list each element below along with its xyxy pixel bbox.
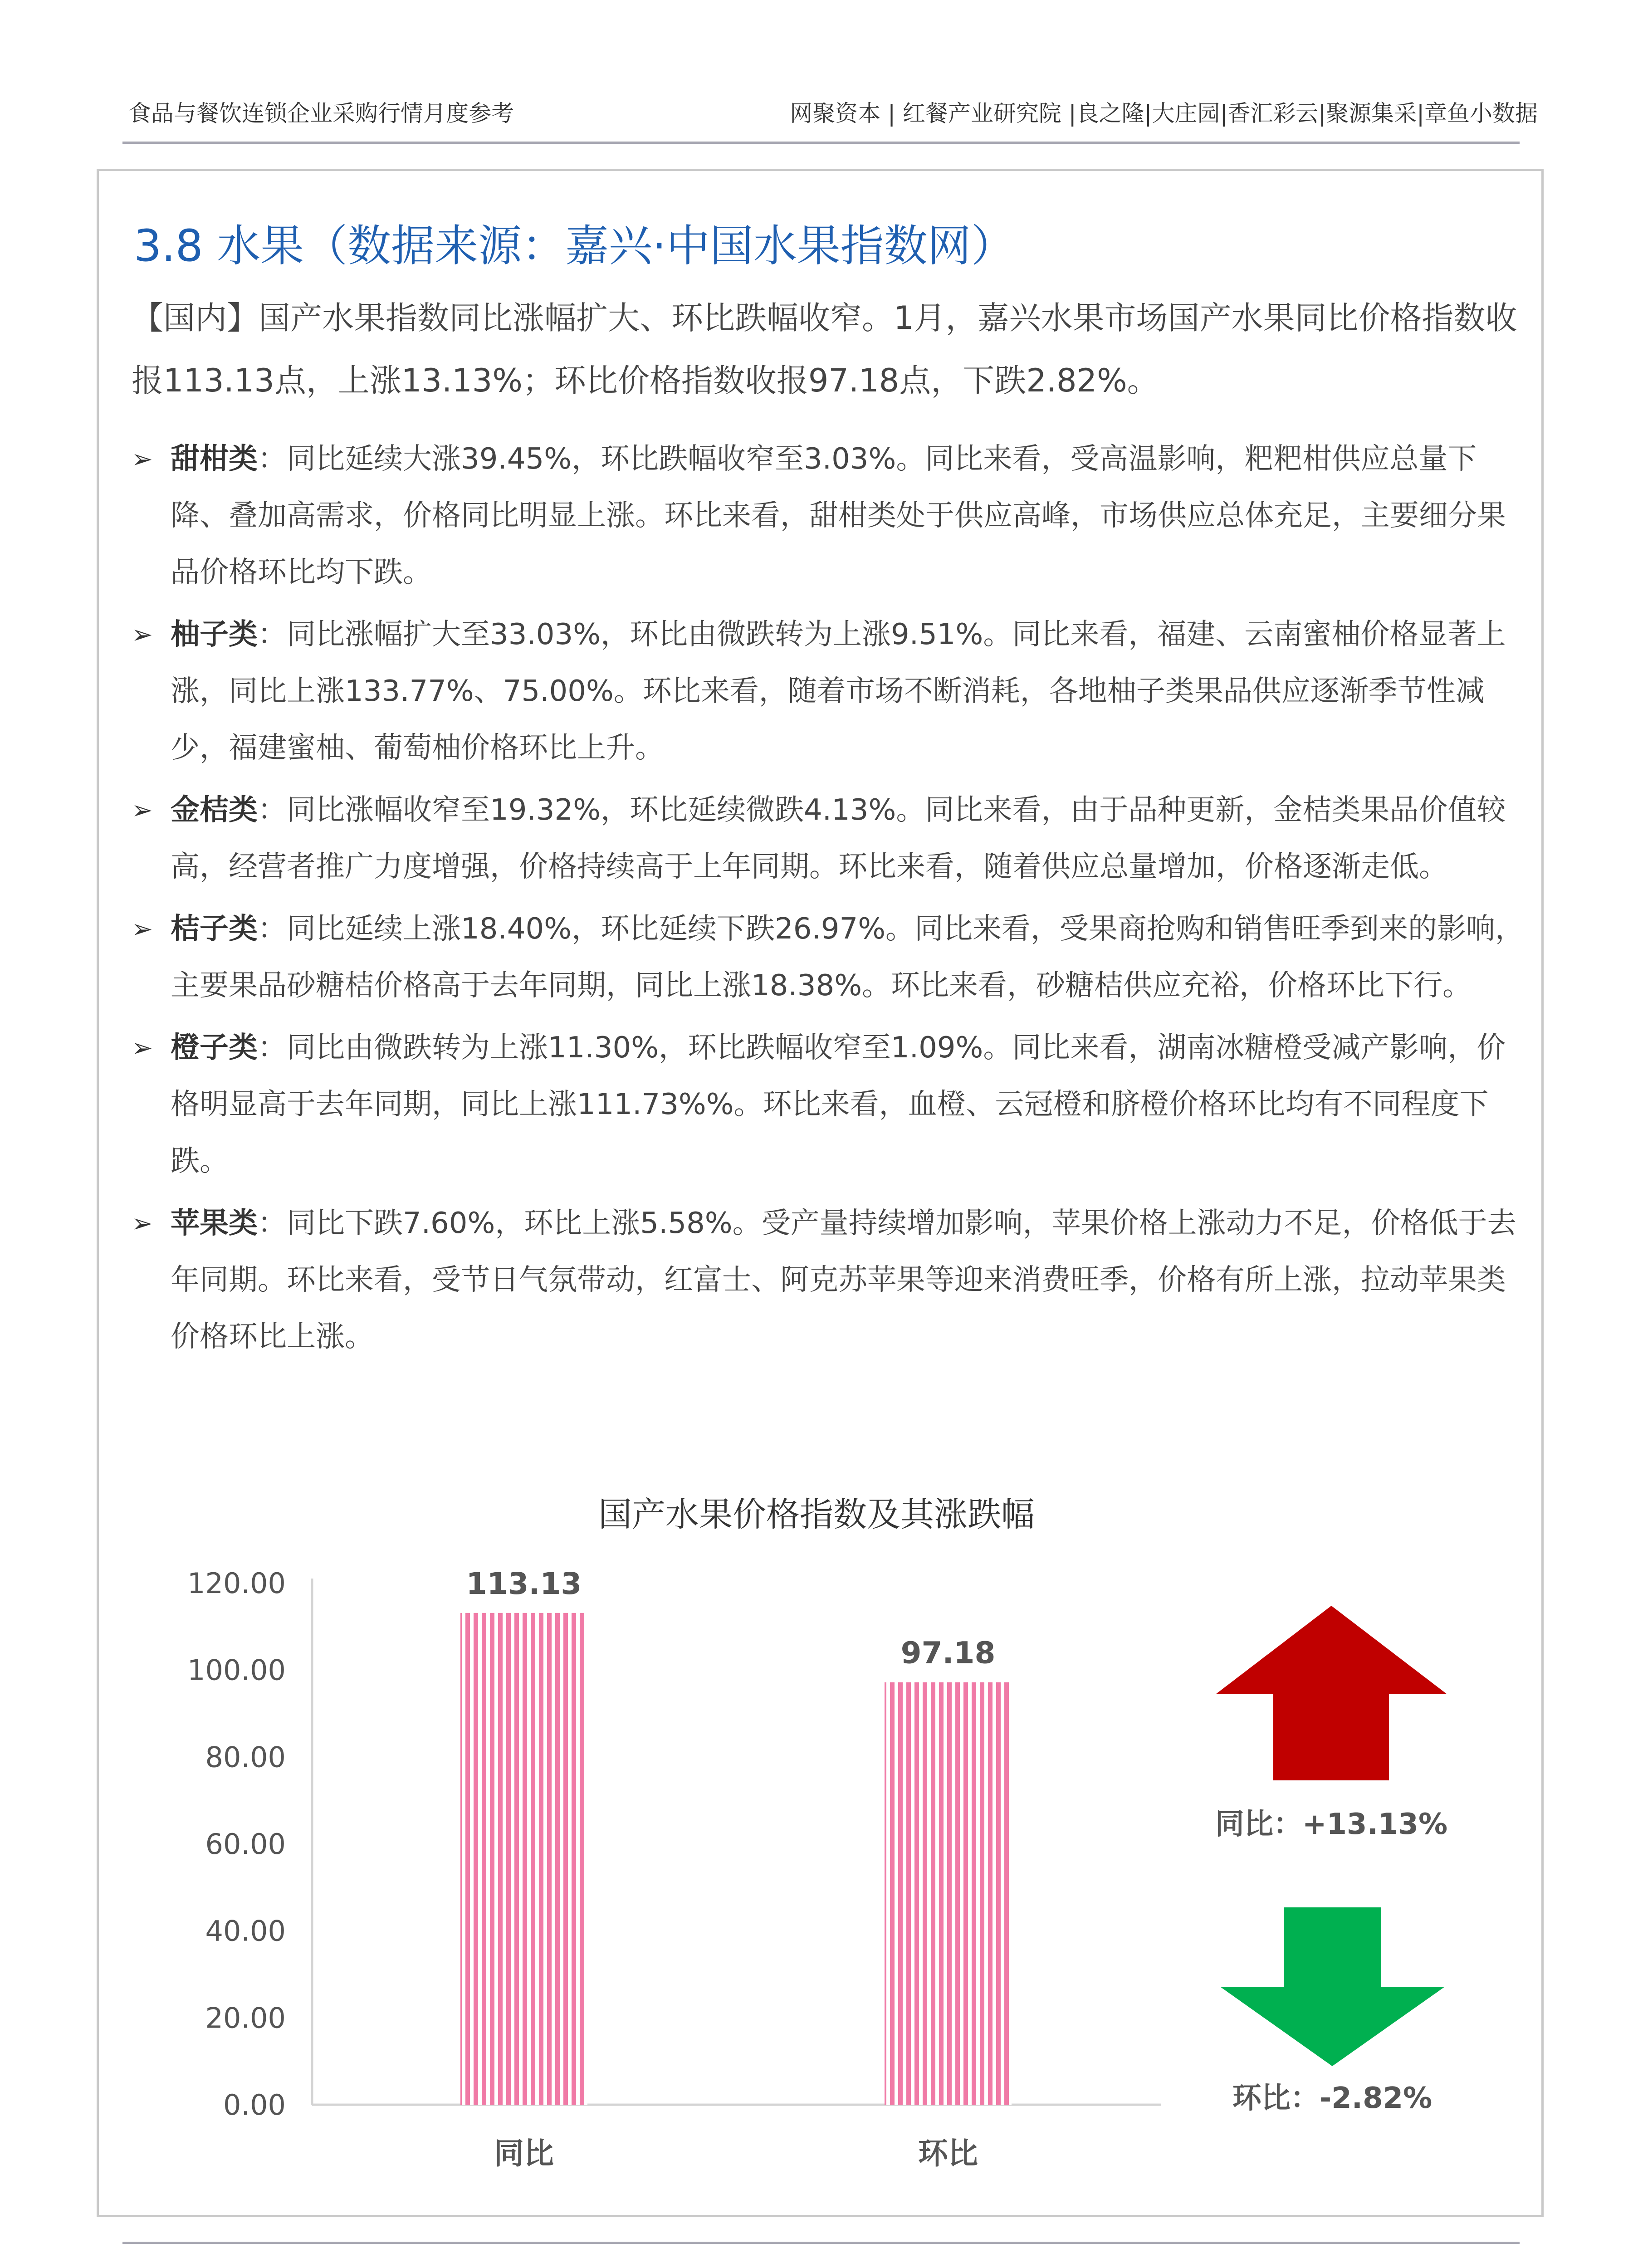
arrow-bullet-icon: ➢: [132, 445, 153, 474]
fruit-category-list: [127, 431, 1533, 1371]
up-arrow-icon: [1216, 1606, 1447, 1780]
category-text: ：同比涨幅扩大至33.03%，环比由微跌转为上涨9.51%。同比来看，福建、云南蜜柚价格显著上涨，同比上涨133.77%、75.00%。环比来看，随着市场不断消耗，各地柚子类果品供应逐渐季节性减少，福建蜜柚、葡萄柚价格环比上升。: [171, 618, 1506, 765]
arrow-bullet-icon: ➢: [132, 914, 153, 944]
y-tick-label: 80.00: [205, 1740, 286, 1774]
arrow-bullet-icon: ➢: [132, 796, 153, 825]
yoy-change-label: 同比：+13.13%: [1215, 1808, 1448, 1841]
list-item-youzi: [127, 606, 1533, 777]
category-name: 甜柑类: [171, 442, 258, 476]
y-tick-label: 0.00: [223, 2088, 286, 2121]
category-name: 橙子类: [171, 1031, 258, 1065]
category-text: ：同比由微跌转为上涨11.30%，环比跌幅收窄至1.09%。同比来看，湖南冰糖橙受减产影响，价格明显高于去年同期，同比上涨111.73%%。环比来看，血橙、云冠橙和脐橙价格环比均有不同程度下跌。: [171, 1031, 1506, 1178]
category-text: ：同比涨幅收窄至19.32%，环比延续微跌4.13%。同比来看，由于品种更新，金桔类果品价值较高，经营者推广力度增强，价格持续高于上年同期。环比来看，随着供应总量增加，价格逐渐走低。: [171, 793, 1506, 884]
list-item-pingguo: [127, 1195, 1533, 1365]
section-intro: 【国内】国产水果指数同比涨幅扩大、环比跌幅收窄。1月，嘉兴水果市场国产水果同比价格指数收报113.13点，上涨13.13%；环比价格指数收报97.18点，下跌2.82%。: [132, 299, 1517, 399]
y-tick-label: 60.00: [205, 1828, 286, 1861]
header-doc-title: 食品与餐饮连锁企业采购行情月度参考: [128, 100, 514, 127]
category-text: ：同比延续大涨39.45%，环比跌幅收窄至3.03%。同比来看，受高温影响，粑粑柑供应总量下降、叠加高需求，价格同比明显上涨。环比来看，甜柑类处于供应高峰，市场供应总体充足，主要细分果品价格环比均下跌。: [171, 442, 1506, 589]
arrow-bullet-icon: ➢: [132, 1033, 153, 1063]
y-tick-label: 120.00: [187, 1567, 286, 1600]
category-name: 苹果类: [171, 1207, 258, 1240]
category-name: 桔子类: [171, 912, 258, 946]
y-tick-label: 100.00: [187, 1653, 286, 1687]
category-name: 柚子类: [171, 618, 258, 651]
category-name: 金桔类: [171, 793, 258, 827]
chart-title: 国产水果价格指数及其涨跌幅: [598, 1495, 1035, 1534]
category-text: ：同比下跌7.60%，环比上涨5.58%。受产量持续增加影响，苹果价格上涨动力不足，价格低于去年同期。环比来看，受节日气氛带动，红富士、阿克苏苹果等迎来消费旺季，价格有所上涨，拉动苹果类价格环比上涨。: [171, 1207, 1516, 1354]
arrow-bullet-icon: ➢: [132, 620, 153, 650]
down-arrow-icon: [1220, 1907, 1445, 2066]
arrow-bullet-icon: ➢: [132, 1209, 153, 1238]
bar-mom: [885, 1682, 1012, 2105]
list-item-jinju: [127, 782, 1533, 895]
list-item-juzi: [127, 901, 1533, 1014]
header-publishers: 网聚资本 | 红餐产业研究院 |良之隆|大庄园|香汇彩云|聚源集采|章鱼小数据: [790, 100, 1538, 127]
header-divider: [122, 142, 1520, 144]
list-item-chengzi: [127, 1020, 1533, 1190]
x-category-label: 环比: [918, 2136, 978, 2171]
y-tick-label: 40.00: [205, 1914, 286, 1948]
x-category-label: 同比: [494, 2136, 554, 2171]
data-label: 97.18: [900, 1635, 996, 1671]
bar-yoy: [460, 1613, 587, 2105]
footer-divider: [122, 2242, 1520, 2244]
y-tick-label: 20.00: [205, 2001, 286, 2035]
index-bar-chart: [0, 1524, 1633, 2195]
list-item-tiangan: [127, 431, 1533, 601]
section-title: 3.8 水果（数据来源：嘉兴·中国水果指数网）: [134, 220, 1015, 271]
data-label: 113.13: [466, 1566, 582, 1601]
category-text: ：同比延续上涨18.40%，环比延续下跌26.97%。同比来看，受果商抢购和销售旺季到来的影响，主要果品砂糖桔价格高于去年同期，同比上涨18.38%。环比来看，砂糖桔供应充裕，价格环比下行。: [171, 912, 1525, 1002]
mom-change-label: 环比：-2.82%: [1232, 2082, 1433, 2115]
